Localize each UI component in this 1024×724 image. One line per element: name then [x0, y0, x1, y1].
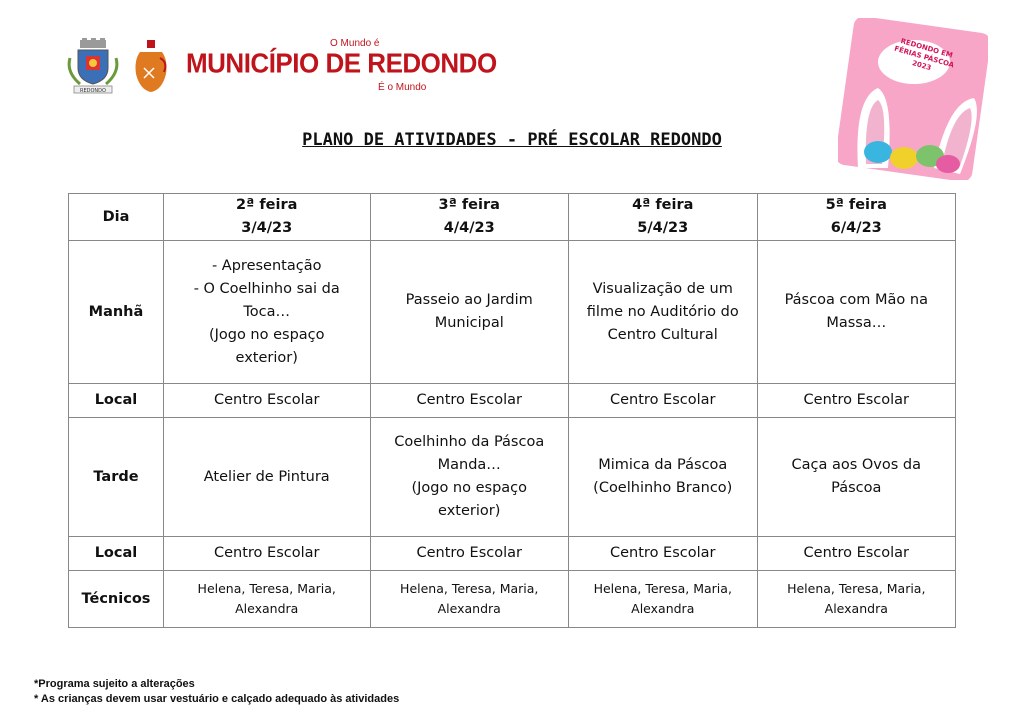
schedule-table: [68, 193, 956, 628]
day-header: 2ª feira 3/4/23: [163, 194, 370, 241]
day-header: 3ª feira 4/4/23: [370, 194, 568, 241]
morning-activity: Visualização de um filme no Auditório do Centro Cultural: [568, 241, 757, 384]
corner-label: Dia: [69, 194, 164, 241]
jug-logo: [132, 38, 170, 94]
staff-cell: Helena, Teresa, Maria, Alexandra: [757, 571, 955, 628]
coat-of-arms-logo: [66, 38, 120, 96]
afternoon-activity: Coelhinho da Páscoa Manda… (Jogo no espaço exterior): [370, 418, 568, 537]
afternoon-row: [69, 418, 956, 537]
staff-cell: Helena, Teresa, Maria, Alexandra: [370, 571, 568, 628]
afternoon-activity: Caça aos Ovos da Páscoa: [757, 418, 955, 537]
footnotes: [34, 677, 399, 707]
row-label-tarde: Tarde: [69, 418, 164, 537]
crest-label: REDONDO: [80, 88, 106, 94]
staff-row: [69, 571, 956, 628]
staff-cell: Helena, Teresa, Maria, Alexandra: [568, 571, 757, 628]
location-cell: Centro Escolar: [370, 537, 568, 571]
morning-activity: Páscoa com Mão na Massa…: [757, 241, 955, 384]
row-label-local: Local: [69, 537, 164, 571]
day-header: 5ª feira 6/4/23: [757, 194, 955, 241]
row-label-tecnicos: Técnicos: [69, 571, 164, 628]
footnote: * As crianças devem usar vestuário e calçado adequado às atividades: [34, 693, 400, 705]
afternoon-location-row: [69, 537, 956, 571]
brand-tagline-top: O Mundo é: [330, 38, 380, 49]
header-row: [69, 194, 956, 241]
brand-tagline-bottom: É o Mundo: [378, 82, 427, 93]
staff-cell: Helena, Teresa, Maria, Alexandra: [163, 571, 370, 628]
location-cell: Centro Escolar: [757, 537, 955, 571]
morning-activity: Passeio ao Jardim Municipal: [370, 241, 568, 384]
day-header: 4ª feira 5/4/23: [568, 194, 757, 241]
brand-name: MUNICÍPIO DE REDONDO: [186, 47, 497, 79]
location-cell: Centro Escolar: [163, 537, 370, 571]
row-label-local: Local: [69, 384, 164, 418]
morning-location-row: [69, 384, 956, 418]
location-cell: Centro Escolar: [163, 384, 370, 418]
location-cell: Centro Escolar: [370, 384, 568, 418]
location-cell: Centro Escolar: [757, 384, 955, 418]
morning-row: [69, 241, 956, 384]
afternoon-activity: Mimica da Páscoa (Coelhinho Branco): [568, 418, 757, 537]
location-cell: Centro Escolar: [568, 537, 757, 571]
morning-activity: - Apresentação - O Coelhinho sai da Toca… (Jogo no espaço exterior): [163, 241, 370, 384]
location-cell: Centro Escolar: [568, 384, 757, 418]
footnote: *Programa sujeito a alterações: [34, 678, 195, 690]
poster-caption: REDONDO EM FÉRIAS PÁSCOA 2023: [893, 37, 955, 73]
afternoon-activity: Atelier de Pintura: [163, 418, 370, 537]
row-label-manha: Manhã: [69, 241, 164, 384]
document-title: PLANO DE ATIVIDADES - PRÉ ESCOLAR REDONDO: [302, 130, 722, 150]
